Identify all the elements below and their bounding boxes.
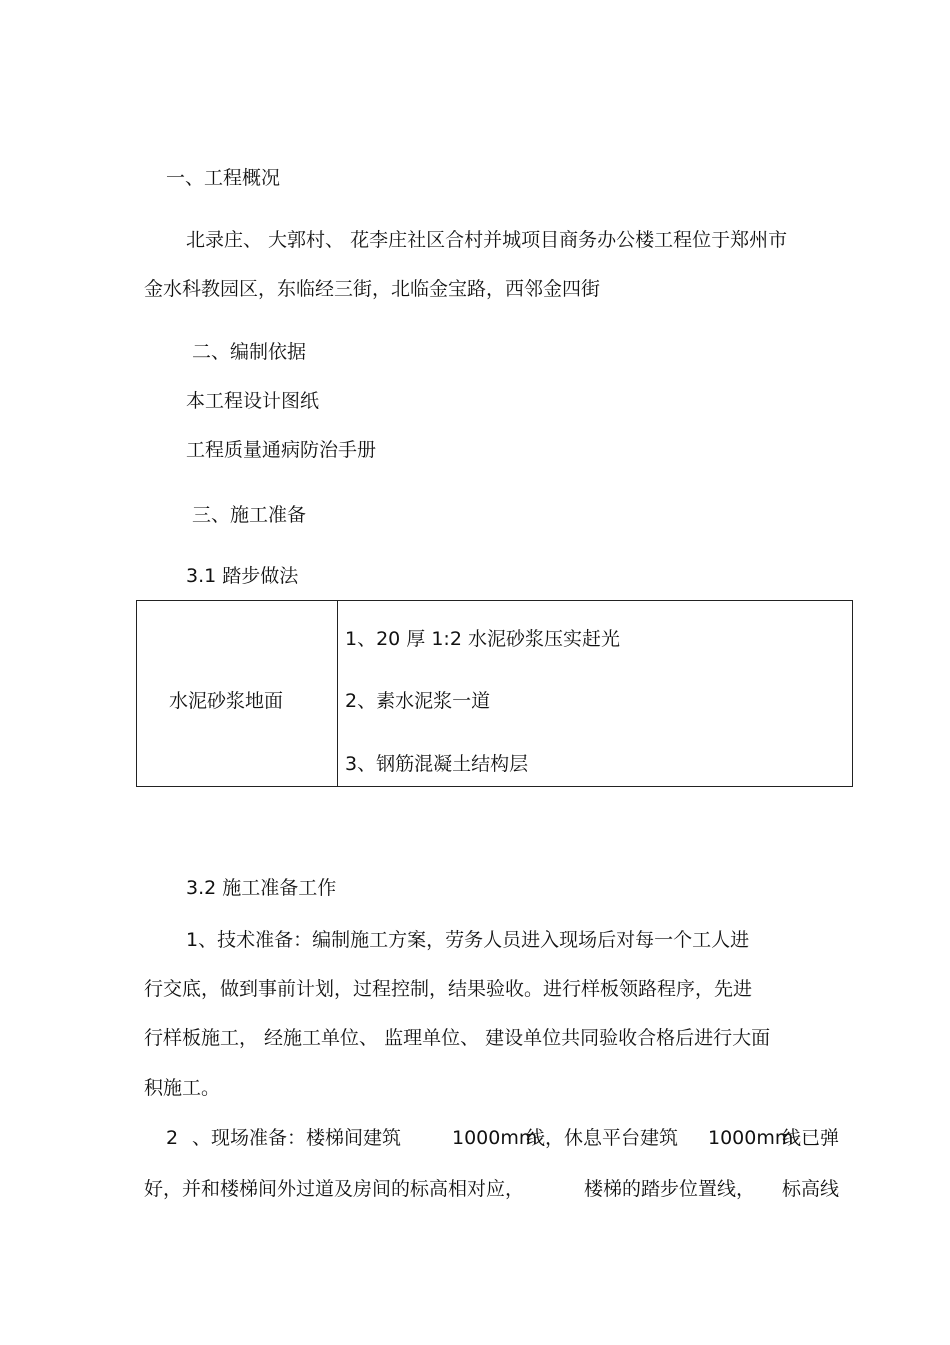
table-item-1: 1、20 厚 1:2 水泥砂浆压实赶光 xyxy=(345,628,620,650)
site-prep-line-1-part-c: 线，休息平台建筑 xyxy=(526,1127,679,1149)
site-prep-line-1-part-b: 1000mm xyxy=(452,1127,538,1149)
step-method-table xyxy=(136,600,853,787)
site-prep-line-2-part-c: 标高线 xyxy=(782,1178,840,1200)
section-1-paragraph-line-1: 北录庄、 大郭村、 花李庄社区合村并城项目商务办公楼工程位于郑州市 xyxy=(186,229,788,251)
site-prep-line-1-part-e: 线已弹 xyxy=(782,1127,840,1149)
table-left-cell: 水泥砂浆地面 xyxy=(169,690,284,712)
tech-prep-line-1: 1、技术准备：编制施工方案，劳务人员进入现场后对每一个工人进 xyxy=(186,929,750,951)
tech-prep-line-3: 行样板施工， 经施工单位、 监理单位、 建设单位共同验收合格后进行大面 xyxy=(144,1027,771,1049)
subsection-3-1-title: 3.1 踏步做法 xyxy=(186,565,299,587)
table-item-2: 2、素水泥浆一道 xyxy=(345,690,491,712)
site-prep-line-2-part-a: 好，并和楼梯间外过道及房间的标高相对应， xyxy=(144,1178,525,1200)
section-2-item-1: 本工程设计图纸 xyxy=(186,390,320,412)
section-2-item-2: 工程质量通病防治手册 xyxy=(186,439,377,461)
section-1-paragraph-line-2: 金水科教园区，东临经三街，北临金宝路，西邻金四街 xyxy=(144,278,601,300)
site-prep-line-1-part-a: 、现场准备：楼梯间建筑 xyxy=(192,1127,402,1149)
site-prep-line-2-part-b: 楼梯的踏步位置线， xyxy=(584,1178,756,1200)
tech-prep-line-2: 行交底，做到事前计划，过程控制，结果验收。进行样板领路程序，先进 xyxy=(144,978,753,1000)
subsection-3-2-title: 3.2 施工准备工作 xyxy=(186,877,337,899)
site-prep-line-1-part-d: 1000mm xyxy=(708,1127,794,1149)
site-prep-number: 2 xyxy=(166,1127,179,1149)
section-2-title: 二、编制依据 xyxy=(192,341,307,363)
section-1-title: 一、工程概况 xyxy=(166,167,281,189)
table-item-3: 3、钢筋混凝土结构层 xyxy=(345,753,529,775)
tech-prep-line-4: 积施工。 xyxy=(144,1077,221,1099)
section-3-title: 三、施工准备 xyxy=(192,504,307,526)
table-column-divider xyxy=(337,601,338,786)
